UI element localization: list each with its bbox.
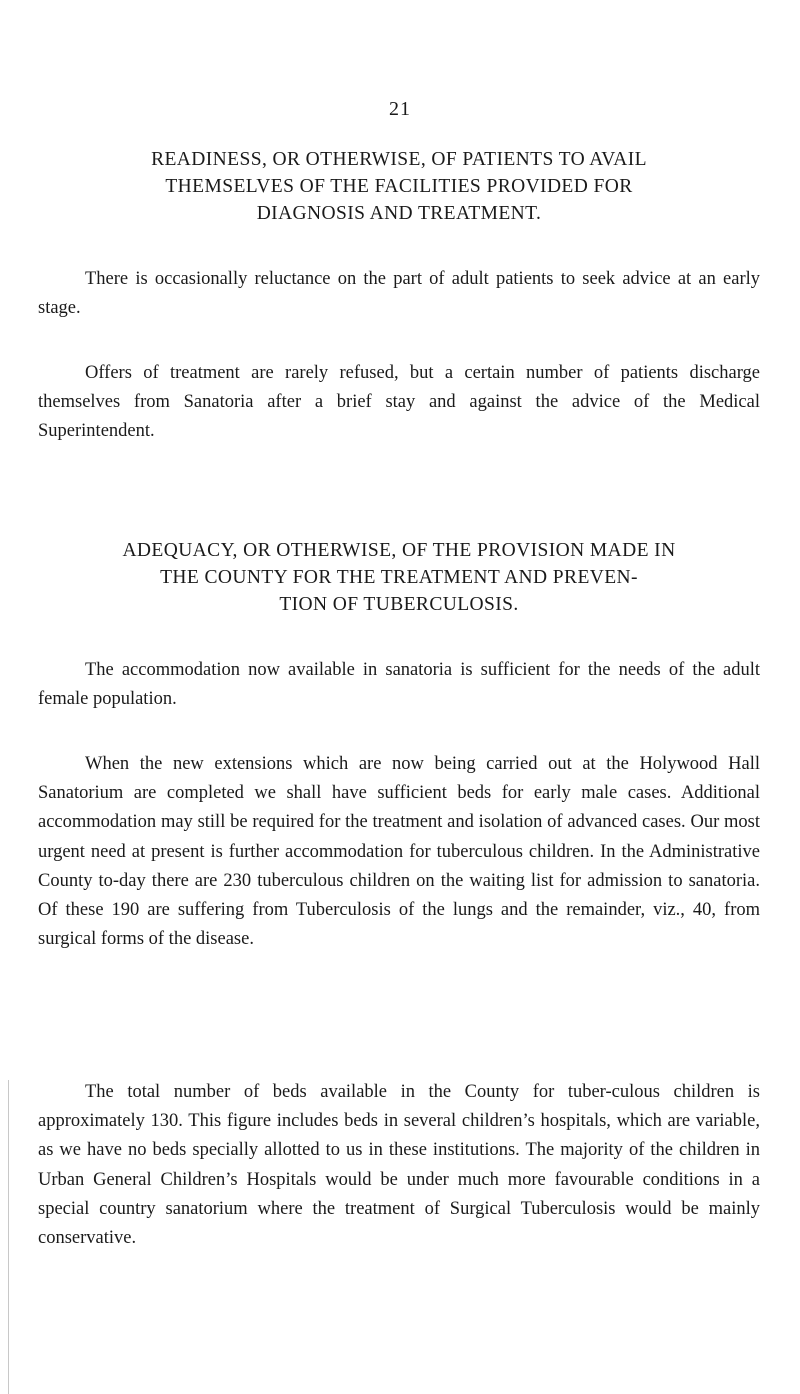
heading-line: TION OF TUBERCULOSIS. <box>279 594 519 615</box>
heading-line: THE COUNTY FOR THE TREATMENT AND PREVEN- <box>160 567 638 588</box>
page-number: 21 <box>389 98 411 120</box>
heading-line: ADEQUACY, OR OTHERWISE, OF THE PROVISION MADE IN <box>122 540 676 561</box>
section-heading-readiness <box>38 146 760 227</box>
paragraph-accommodation: The accommodation now available in sanatoria is sufficient for the needs of the adult female population. <box>38 660 760 710</box>
paragraph-reluctance: There is occasionally reluctance on the part of adult patients to seek advice at an early stage. <box>38 269 760 319</box>
heading-line: DIAGNOSIS AND TREATMENT. <box>256 203 542 224</box>
heading-line: READINESS, OR OTHERWISE, OF PATIENTS TO AVAIL <box>151 149 647 170</box>
page-edge-rule <box>8 1080 9 1394</box>
paragraph-offers-of-treatment: Offers of treatment are rarely refused, but a certain number of patients discharge themselves from Sanatoria after a brief stay and against the advice of the Medical Superintendent. <box>38 363 760 442</box>
section-heading-adequacy <box>38 537 760 618</box>
paragraph-new-extensions: When the new extensions which are now being carried out at the Holywood Hall Sanatorium are completed we shall have sufficient beds for early male cases. Additional accommodation may still be required for the treatment and isolation of advanced cases. Our most urgent need at present is further accommodation for tuberculous children. In the Administrative County to-day there are 230 tuberculous children on the waiting list for admission to sanatoria. Of these 190 are suffering from Tuberculosis of the lungs and the remainder, viz., 40, from surgical forms of the disease. <box>38 754 760 950</box>
paragraph-total-beds: The total number of beds available in the County for tuber-culous children is approximately 130. This figure includes beds in several children’s hospitals, which are variable, as we have no beds specially allotted to us in these institutions. The majority of the children in Urban General Children’s Hospitals would be under much more favourable conditions in a special country sanatorium where the treatment of Surgical Tuberculosis would be mainly conservative. <box>38 1082 760 1249</box>
heading-line: THEMSELVES OF THE FACILITIES PROVIDED FOR <box>165 176 633 197</box>
